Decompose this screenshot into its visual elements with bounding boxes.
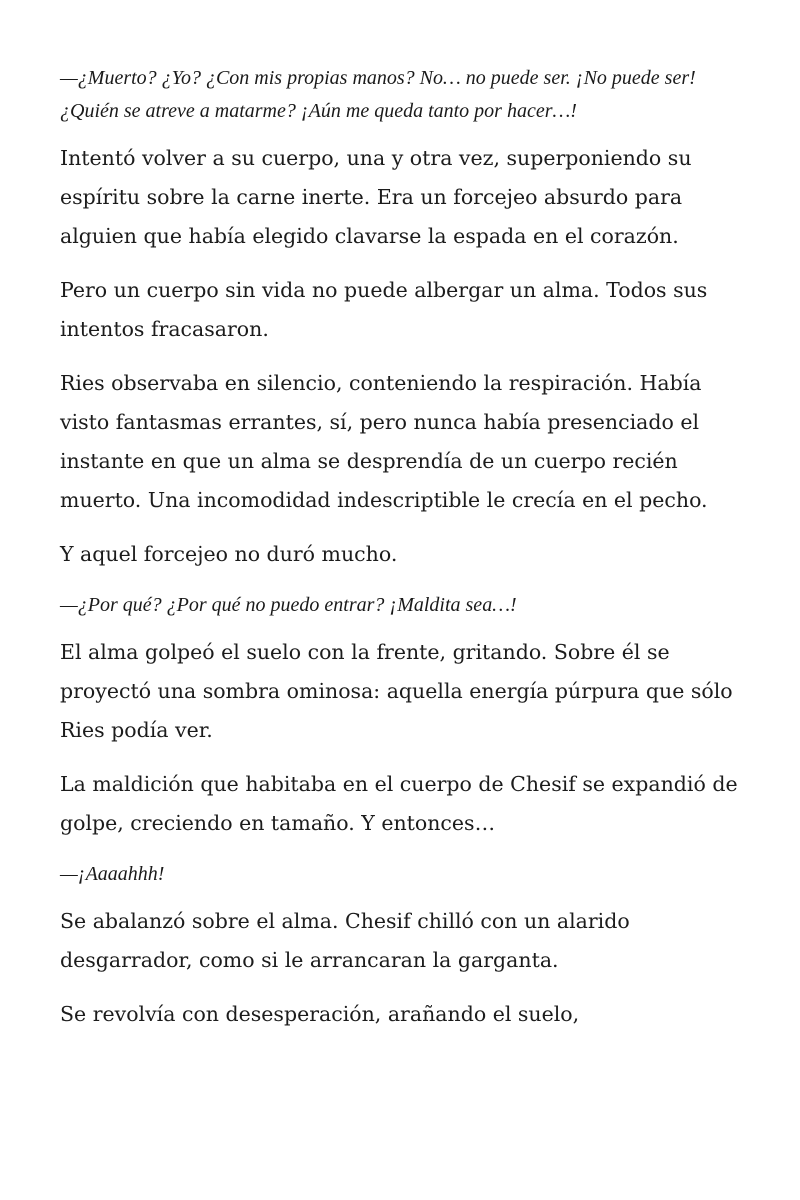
paragraph: Y aquel forcejeo no duró mucho. [60,542,398,566]
dialogue-line: —¡Aaaahhh! [60,863,165,885]
paragraph: Se abalanzó sobre el alma. Chesif chilló con un alarido desgarrador, como si le arrancaran la garganta. [60,909,630,972]
paragraph: Pero un cuerpo sin vida no puede albergar un alma. Todos sus intentos fracasaron. [60,278,708,341]
book-page [60,62,750,1049]
dialogue-line: —¿Por qué? ¿Por qué no puedo entrar? ¡Maldita sea…! [60,594,517,616]
paragraph: Ries observaba en silencio, conteniendo la respiración. Había visto fantasmas errantes, sí, pero nunca había presenciado el instante en que un alma se desprendía de un cuerpo recién muerto. Una incomodidad indescriptible le crecía en el pecho. [60,371,708,512]
paragraph: Se revolvía con desesperación, arañando el suelo, [60,1002,580,1026]
paragraph: La maldición que habitaba en el cuerpo de Chesif se expandió de golpe, creciendo en tamaño. Y entonces… [60,772,738,835]
paragraph: Intentó volver a su cuerpo, una y otra vez, superponiendo su espíritu sobre la carne inerte. Era un forcejeo absurdo para alguien que había elegido clavarse la espada en el corazón. [60,146,692,248]
dialogue-line: —¿Muerto? ¿Yo? ¿Con mis propias manos? No… no puede ser. ¡No puede ser! ¿Quién se atreve a matarme? ¡Aún me queda tanto por hacer…! [60,67,696,122]
paragraph: El alma golpeó el suelo con la frente, gritando. Sobre él se proyectó una sombra ominosa: aquella energía púrpura que sólo Ries podía ver. [60,640,733,742]
